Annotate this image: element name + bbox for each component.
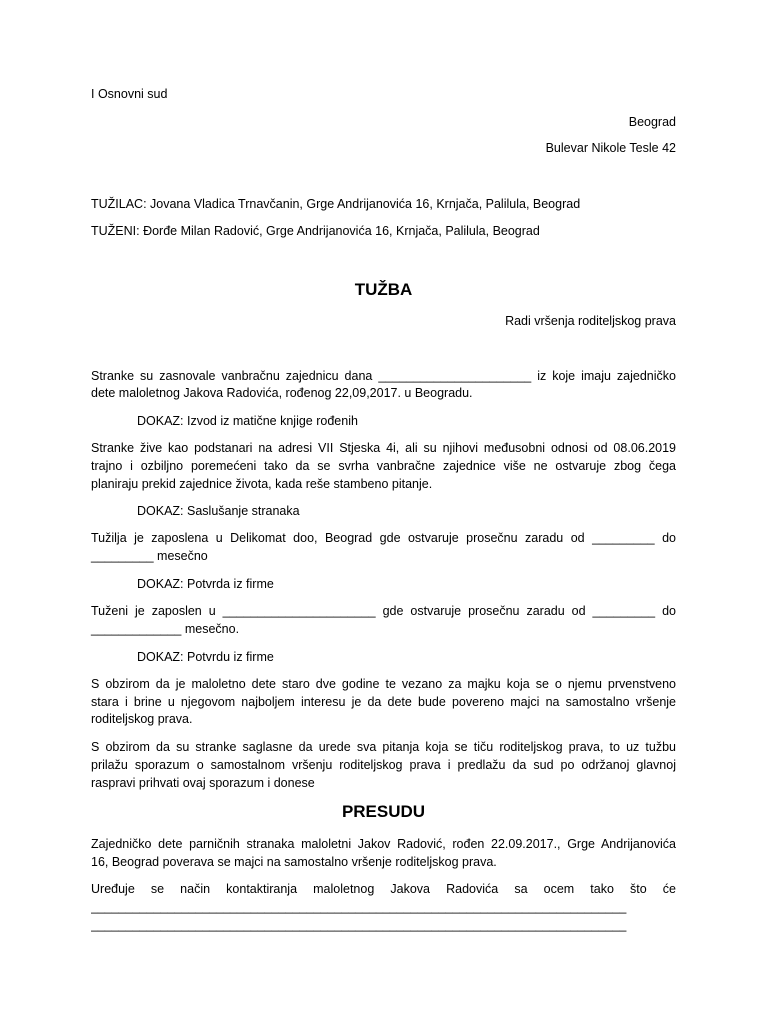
paragraph-3-line-2: _________ mesečno [91, 549, 208, 563]
document-title: TUŽBA [354, 280, 413, 299]
paragraph-3-line-1: Tužilja je zaposlena u Delikomat doo, Beograd gde ostvaruje prosečnu zaradu od _________ do [91, 531, 676, 545]
paragraph-2-line-1: Stranke žive kao podstanari na adresi VII Stjeska 4i, ali su njihovi međusobni odnosi od 08.06.2019 [91, 441, 676, 455]
paragraph-2-line-2: trajno i ozbiljno poremećeni tako da se svrha vanbračne zajednice više ne ostvaruje zbog čega [91, 459, 676, 473]
verdict-1-line-2: 16, Beograd poverava se majci na samostalno vršenje roditeljskog prava. [91, 855, 497, 869]
verdict-2-line-2: _____________________________________________________________________________ [91, 900, 627, 914]
verdict-2-line-3: _____________________________________________________________________________ [91, 918, 627, 932]
verdict-2-line-1: Uređuje se način kontaktiranja maloletnog Jakova Radovića sa ocem tako što će [91, 882, 676, 896]
evidence-1: DOKAZ: Izvod iz matične knjige rođenih [137, 414, 358, 428]
paragraph-2-line-3: planiraju prekid zajednice života, kada reše stambeno pitanje. [91, 477, 433, 491]
paragraph-1-line-2: dete maloletnog Jakova Radovića, rođenog 22,09,2017. u Beogradu. [91, 386, 473, 400]
plaintiff-line: TUŽILAC: Jovana Vladica Trnavčanin, Grge Andrijanovića 16, Krnjača, Palilula, Beograd [91, 197, 581, 211]
paragraph-4-line-1: Tuženi je zaposlen u ______________________ gde ostvaruje prosečnu zaradu od _________ do [91, 604, 676, 618]
paragraph-6-line-2: prilažu sporazum o samostalnom vršenju roditeljskog prava i predlažu da sud po održanoj glavnoj [91, 758, 676, 772]
paragraph-5-line-2: stara i brine u njegovom najboljem interesu je da dete bude povereno majci na samostalno vršenje [91, 695, 676, 709]
court-city: Beograd [628, 115, 676, 129]
paragraph-6-line-3: raspravi prihvati ovaj sporazum i donese [91, 776, 315, 790]
verdict-1-line-1: Zajedničko dete parničnih stranaka maloletni Jakov Radović, rođen 22.09.2017., Grge Andrijanovića [91, 837, 676, 851]
paragraph-6-line-1: S obzirom da su stranke saglasne da urede sva pitanja koja se tiču roditeljskog prava, to uz tužbu [91, 740, 676, 754]
court-address: Bulevar Nikole Tesle 42 [545, 141, 676, 155]
evidence-3: DOKAZ: Potvrda iz firme [137, 577, 274, 591]
paragraph-1-line-1: Stranke su zasnovale vanbračnu zajednicu dana ______________________ iz koje imaju zajedničko [91, 369, 676, 383]
evidence-4: DOKAZ: Potvrdu iz firme [137, 650, 274, 664]
verdict-title: PRESUDU [341, 802, 426, 821]
document-subject: Radi vršenja roditeljskog prava [505, 314, 676, 328]
defendant-line: TUŽENI: Đorđe Milan Radović, Grge Andrijanovića 16, Krnjača, Palilula, Beograd [91, 224, 540, 238]
paragraph-4-line-2: _____________ mesečno. [91, 622, 240, 636]
court-name: I Osnovni sud [91, 87, 168, 101]
paragraph-5-line-1: S obzirom da je maloletno dete staro dve godine te vezano za majku koja se o njemu prvenstveno [91, 677, 676, 691]
evidence-2: DOKAZ: Saslušanje stranaka [137, 504, 300, 518]
paragraph-5-line-3: roditeljskog prava. [91, 712, 193, 726]
